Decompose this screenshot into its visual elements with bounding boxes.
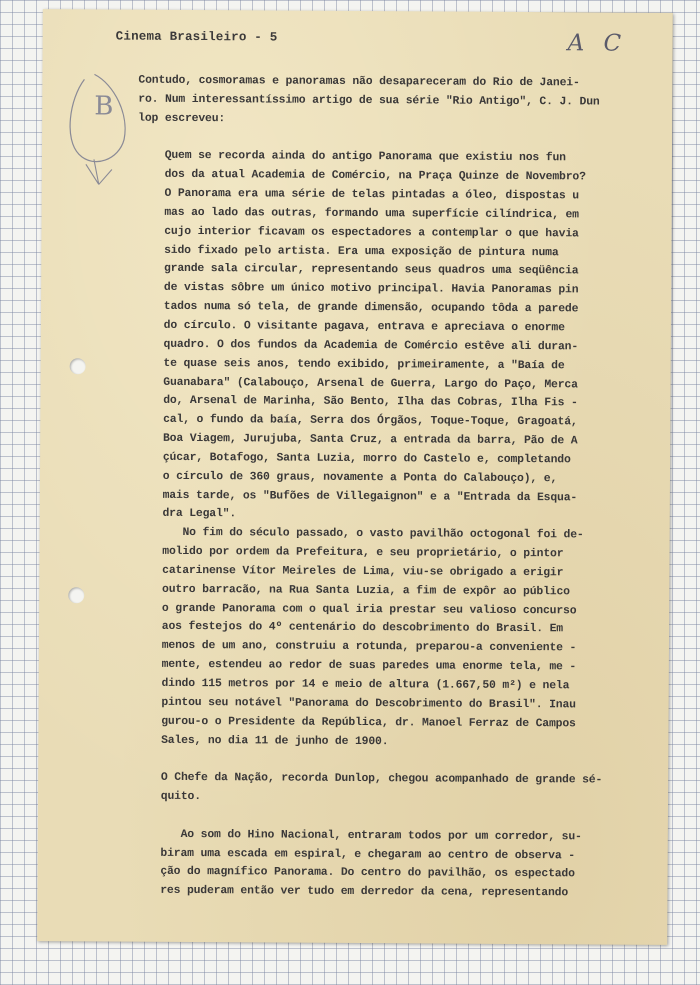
text-line: Boa Viagem, Jurujuba, Santa Cruz, a entrada da barra, Pão de A — [136, 432, 578, 448]
typewritten-page — [37, 9, 673, 945]
text-line: res puderam então ver tudo em derredor da cena, representando — [133, 884, 569, 900]
text-line: quadro. O dos fundos da Academia de Comércio estêve ali duran- — [136, 338, 579, 354]
page-header: Cinema Brasileiro - 5 — [115, 29, 278, 45]
text-line: te quase seis anos, tendo exibido, primeiramente, a "Baía de — [136, 357, 565, 372]
text-line: molido por ordem da Prefeitura, e seu proprietário, o pintor — [135, 545, 564, 561]
text-line: outro barracão, na Rua Santa Luzia, a fim de expôr ao público — [135, 583, 570, 599]
text-line: pintou seu notável "Panorama do Descobrimento do Brasil". Inau — [134, 696, 576, 712]
text-line: Quem se recorda ainda do antigo Panorama que existiu nos fun — [137, 150, 566, 165]
text-line: menos de um ano, construiu a rotunda, preparou-a conveniente - — [134, 639, 577, 655]
text-line: mais tarde, os "Bufões de Villegaignon" e a "Entrada da Esqua- — [135, 489, 578, 504]
text-line: cal, o fundo da baía, Serra dos Órgãos, Toque-Toque, Gragoatá, — [136, 413, 578, 429]
text-line: lop escreveu: — [138, 112, 226, 125]
text-line: catarinense Vítor Meireles de Lima, viu-se obrigado a erigir — [135, 564, 564, 580]
text-line: çúcar, Botafogo, Santa Luzia, morro do Castelo e, completando — [136, 451, 571, 467]
text-line: No fim do século passado, o vasto pavilhão octogonal foi de- — [135, 526, 584, 542]
text-line: cujo interior ficavam os espectadores a contemplar o que havia — [137, 225, 579, 241]
text-line: O Chefe da Nação, recorda Dunlop, chegou acompanhado de grande sé- — [134, 771, 603, 787]
text-line: grande sala circular, representando seus quadros uma seqüência — [137, 263, 579, 278]
text-line: do, Arsenal de Marinha, São Bento, Ilha das Cobras, Ilha Fis - — [136, 395, 578, 410]
text-line: do círculo. O visitante pagava, entrava e apreciava o enorme — [136, 319, 565, 335]
text-line: aos festejos do 4º centenário do descobrimento do Brasil. Em — [135, 621, 563, 636]
text-line: ro. Num interessantíssimo artigo de sua série "Rio Antigo", C. J. Dun — [138, 93, 600, 109]
handwritten-initials: A C — [567, 30, 628, 57]
punch-hole — [68, 587, 84, 603]
text-line: dindo 115 metros por 14 e meio de altura (1.667,50 m²) e nela — [134, 677, 570, 693]
punch-hole — [70, 358, 86, 374]
text-line: Sales, no dia 11 de junho de 1900. — [134, 734, 389, 748]
text-line: dos da atual Academia de Comércio, na Praça Quinze de Novembro? — [137, 168, 586, 184]
body-text — [133, 72, 658, 904]
text-line: Contudo, cosmoramas e panoramas não desapareceram do Rio de Janei- — [138, 74, 580, 90]
text-line: dra Legal". — [135, 508, 237, 521]
margin-mark-letter: B — [94, 91, 114, 122]
text-line: gurou-o o Presidente da República, dr. Manoel Ferraz de Campos — [134, 715, 576, 731]
text-line: mas ao lado das outras, formando uma superfície cilíndrica, em — [137, 206, 579, 222]
text-line: o círculo de 360 graus, novamente a Ponta do Calabouço), e, — [135, 470, 558, 485]
text-line: O Panorama era uma série de telas pintadas a óleo, dispostas u — [137, 187, 580, 203]
text-line: Guanabara" (Calabouço, Arsenal de Guerra, Largo do Paço, Merca — [136, 376, 578, 391]
text-line: sido fixado pelo artista. Era uma exposição de pintura numa — [137, 244, 559, 259]
text-line: tados numa só tela, de grande dimensão, ocupando tôda a parede — [136, 300, 579, 316]
text-line: biram uma escada em espiral, e chegaram ao centro de observa - — [133, 847, 575, 862]
margin-pencil-mark — [64, 59, 135, 209]
text-line: de vistas sôbre um único motivo principal. Havia Panoramas pin — [137, 281, 579, 297]
text-line: ção do magnífico Panorama. Do centro do pavilhão, os espectado — [133, 866, 575, 881]
text-line: quito. — [134, 790, 201, 804]
text-line: mente, estendeu ao redor de suas paredes uma enorme tela, me - — [134, 658, 577, 674]
text-line: Ao som do Hino Nacional, entraram todos por um corredor, su- — [133, 828, 582, 844]
text-line: o grande Panorama com o qual iria prestar seu valioso concurso — [135, 602, 577, 617]
